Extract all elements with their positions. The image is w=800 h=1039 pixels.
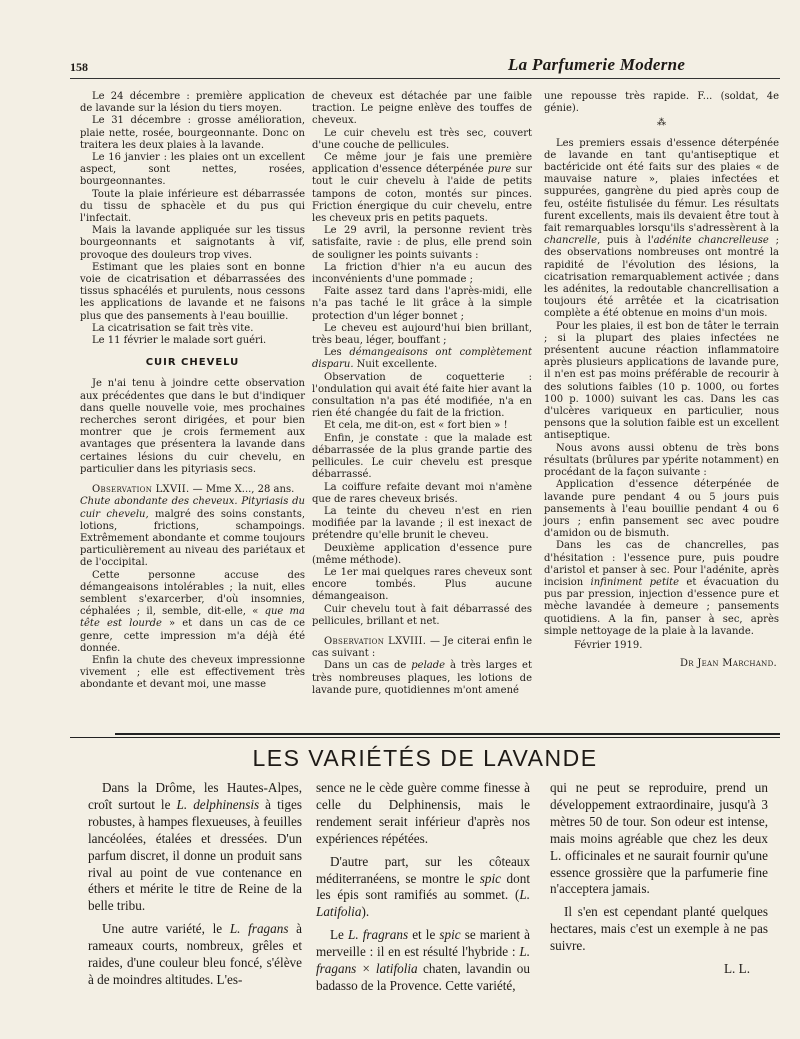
observation-text: — Je citerai enfin le cas suivant : [312,635,532,660]
header-rule [70,78,780,79]
italic-text: Chute abondante des cheveux. Pityriasis du cuir chevelu, [80,496,305,520]
paragraph: qui ne peut se reproduire, prend un développement extraordinaire, jusqu'à 3 mètres 50 de tour. Son odeur est intense, mais moins agréable que chez les deux L. officinales et ne saurait fournir qu'une essence grossière que la parfumerie fine n'acceptera jamais. [550,780,768,897]
article-date: Février 1919. [574,639,643,651]
paragraph: Le 31 décembre : grosse amélioration, plaie nette, rosée, bourgeonnante. Donc on traitera les deux plaies à la lavande. [80,115,305,151]
italic-text: que ma tête est lourde [80,606,305,630]
paragraph: Les premiers essais d'essence déterpénée de lavande en tant qu'antiseptique et bactéricide ont été faits sur des plaies « de mauvaise nature », plaies infectées et suppurées, gangrène du pied après coup de feu, ostéite fistulisée du fémur. Les résultats furent excellents, mais ils devaient être tout à fait remarquables lorsqu'ils s'adressèrent à la chancrelle, puis à l'adénite chancrelleuse ; des observations nombreuses ont montré la rapidité de l'évolution des lésions, la cicatrisation remarquablement activée ; dans les adénites, la redoutable chancrellisation a toujours été arrêtée et la cicatrisation complète a été obtenue en moins d'un mois. [544,137,779,320]
text-column-2 [312,91,532,697]
italic-text: démangeaisons ont complètement disparu. [312,347,532,371]
paragraph: Le cheveu est aujourd'hui bien brillant, très beau, léger, bouffant ; [312,322,532,347]
text-column-1 [80,91,305,692]
article-signature: L. L. [723,961,750,977]
paragraph: Application d'essence déterpénée de lavande pure pendant 4 ou 5 jours puis pansements à l'eau bouillie pendant 4 ou 6 jours ; enfin pansement sec avec poudre d'amidon ou de bismuth. [544,479,779,540]
paragraph: Dans la Drôme, les Hautes-Alpes, croît surtout le L. delphinensis à tiges robustes, à hampes flexueuses, à feuilles lancéolées, étalées et dressées. D'un parfum discret, il donne un produit sans rival au point de vue contenance en éthers et mérite le titre de Reine de la belle tribu. [88,780,302,914]
paragraph: Ce même jour je fais une première application d'essence déterpénée pure sur tout le cuir chevelu à l'aide de petits tampons de coton, montés sur pinces. Friction énergique du cuir chevelu, entre les cheveux pris en petits paquets. [312,152,533,225]
paragraph: Le 29 avril, la personne revient très satisfaite, ravie : de plus, elle prend soin de souligner les points suivants : [312,225,532,261]
paragraph: Il s'en est cependant planté quelques hectares, mais c'est un exemple à ne pas suivre. [550,904,768,954]
paragraph: La cicatrisation se fait très vite. [92,322,254,334]
italic-text: L. fragans [229,921,289,937]
paragraph: Cuir chevelu tout à fait débarrassé des pellicules, brillant et net. [312,603,532,627]
italic-text: L. fragans × latifolia [316,944,530,977]
paragraph: Pour les plaies, il est bon de tâter le terrain ; si la plupart des plaies infectées ne présentent aucune réaction inflammatoire après plusieurs applications de lavande pure, il n'en est pas moins préférable de recourir à des solutions faibles (10 p. 1000, ou fortes 100 p. 1000) suivant les cas. Dans les cas d'ulcères variqueux en particulier, nous pensons que la solution faible est un excellent antiseptique. [544,320,779,442]
paragraph: Cette personne accuse des démangeaisons intolérables ; la nuit, elles semblent s'exarcerber, d'où insomnies, céphalées ; il, semble, dit-elle, « que ma tête est lourde » et dans un cas de ce genre, cette impression m'a déjà été donnée. [80,569,306,654]
journal-title: La Parfumerie Moderne [508,55,686,74]
paragraph: une repousse très rapide. F... (soldat, 4e génie). [544,91,779,115]
paragraph: Chute abondante des cheveux. Pityriasis du cuir chevelu, malgré des soins constants, lotions, frictions, schampoings. Extrêmement abondante et comme toujours particulièrement au niveau des pariétaux et de l'occipital. [80,496,305,569]
article-column-3 [550,780,768,984]
paragraph: Une autre variété, le L. fragans à rameaux courts, nombreux, grêles et raides, d'une couleur bleu foncé, s'élève à de moindres altitudes. L'es- [88,921,303,987]
article-column-1 [88,780,302,995]
paragraph: Le 1er mai quelques rares cheveux sont encore tombés. Plus aucune démangeaison. [312,566,532,603]
paragraph: Le L. fragrans et le spic se marient à merveille : il en est résulté l'hybride : L. fragans × latifolia chaten, lavandin ou badasso de la Provence. Cette variété, [316,927,530,993]
page-number: 158 [70,60,88,74]
italic-text: spic [479,870,502,886]
paragraph: Estimant que les plaies sont en bonne voie de cicatrisation et débarrassées des tissus sphacélés et purulents, nous cessons les applications de lavande et ne faisons plus que des pansements à l'eau bouillie. [80,261,305,322]
paragraph: Deuxième application d'essence pure (même méthode). [312,542,532,566]
paragraph: Mais la lavande appliquée sur les tissus bourgeonnants et saignotants à vif, provoque des douleurs trop vives. [80,225,305,261]
paragraph: Enfin la chute des cheveux impressionne vivement ; elle est effectivement très abondante et devant moi, une masse [80,654,305,691]
italic-text: L. fragrans [347,927,409,943]
paragraph: Et cela, me dit-on, est « fort bien » ! [324,420,508,432]
section-divider-thin [70,737,780,738]
observation-paragraph [312,636,532,660]
italic-text: adénite chancrelleuse [653,235,769,247]
paragraph: La coiffure refaite devant moi n'amène que de rares cheveux brisés. [312,481,532,505]
paragraph: Le 11 février le malade sort guéri. [92,335,267,347]
paragraph: Je n'ai tenu à joindre cette observation aux précédentes que dans le but d'indiquer dans quelle nouvelle voie, mes prochaines recherches seront dirigées, et pour bien montrer que je crois fermement aux avantages que présentera la lavande dans certaines lésions du cuir chevelu, en particulier dans les pityriasis secs. [80,378,305,475]
italic-text: L. Latifolia [316,887,530,920]
italic-text: L. delphinensis [176,796,260,812]
paragraph: Toute la plaie inférieure est débarrassée du tissu de sphacèle et du pus qui l'infectait. [80,188,305,225]
italic-text: spic [439,927,461,943]
italic-text: chancrelle [544,235,598,247]
section-heading: CUIR CHEVELU [145,357,240,369]
italic-text: infiniment petite [590,576,680,588]
article-title: LES VARIÉTÉS DE LAVANDE [252,745,598,771]
paragraph: de cheveux est détachée par une faible traction. Le peigne enlève des touffes de cheveux. [312,91,532,127]
observation-text: — Mme X..., 28 ans. [189,484,295,496]
section-divider-thick [115,733,780,735]
paragraph: Le 24 décembre : première application de lavande sur la lésion du tiers moyen. [80,91,305,115]
paragraph: D'autre part, sur les côteaux méditerranéens, se montre le spic dont les épis sont ramifiés au sommet. (L. Latifolia). [316,853,530,920]
text-column-3 [544,91,779,670]
paragraph: Le cuir chevelu est très sec, couvert d'une couche de pellicules. [312,127,532,151]
observation-label: Observation LXVIII. [324,635,427,647]
article-column-2 [316,780,530,1001]
paragraph: La friction d'hier n'a eu aucun des inconvénients d'une pommade ; [312,261,532,286]
italic-text: pelade [411,660,446,672]
paragraph: sence ne le cède guère comme finesse à celle du Delphinensis, mais le rendement serait inférieur d'après nos expériences répétées. [316,780,530,846]
paragraph: La teinte du cheveu n'est en rien modifiée par la lavande ; il est inexact de prétendre qu'elle brunit le cheveu. [312,505,532,542]
paragraph: Enfin, je constate : que la malade est débarrassée de la plus grande partie des pellicules. Le cuir chevelu est presque débarrassé. [312,432,532,481]
observation-paragraph [80,484,305,496]
asterism-separator: ⁂ [657,118,666,129]
paragraph: Le 16 janvier : les plaies ont un excellent aspect, sont nettes, rosées, bourgeonnantes. [80,152,305,188]
italic-text: pure [487,164,512,176]
paragraph: Faite assez tard dans l'après-midi, elle n'a pas taché le lit grâce à la simple protection d'un léger bonnet ; [312,286,532,322]
paragraph: Dans les cas de chancrelles, pas d'hésitation : l'essence pure, puis poudre d'aristol et panser à sec. Pour l'adénite, après incision infiniment petite et évacuation du pus par pression, injection d'essence pure et mèche lavandée à demeure ; pansements quotidiens. A la fin, panser à sec, après simple nettoyage de la plaie à la lavande. [544,540,779,637]
paragraph: Les démangeaisons ont complètement disparu. Nuit excellente. [312,347,532,371]
observation-label: Observation LXVII. [92,484,190,496]
paragraph: Observation de coquetterie : l'ondulation qui avait été faite hier avant la consultation n'a pas été modifiée, n'a en rien été changée du fait de la friction. [312,371,532,420]
paragraph: Dans un cas de pelade à très larges et très nombreuses plaques, les lotions de lavande pure, quotidiennes m'ont amené [312,660,532,696]
paragraph: Nous avons aussi obtenu de très bons résultats (brûlures par ypérite notamment) en procédant de la façon suivante : [544,442,779,479]
author-signature: Dr Jean Marchand. [679,658,777,670]
